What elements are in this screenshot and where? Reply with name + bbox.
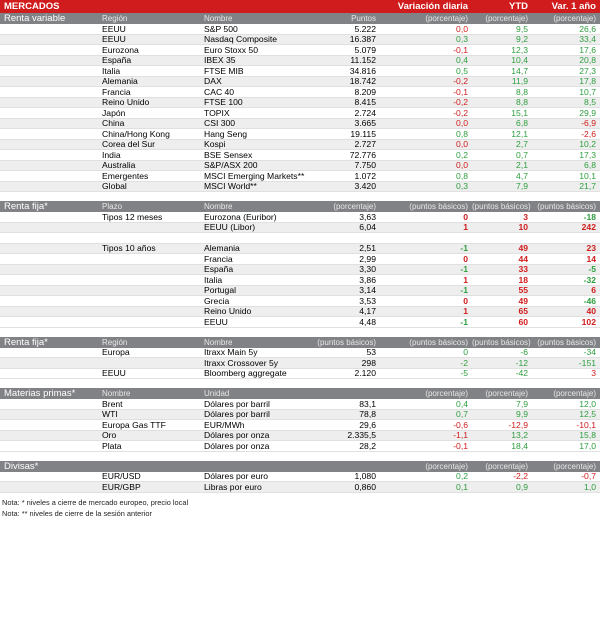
row-daily-cell: 0,0 [456, 23, 468, 34]
row-region-cell: Japón [102, 107, 126, 118]
row-year-cell: 17,3 [579, 149, 596, 160]
row-year-cell: 17,6 [579, 44, 596, 55]
row-value-cell: 4,17 [359, 306, 376, 317]
table-row [0, 296, 600, 307]
row-year-cell: -151 [578, 357, 596, 368]
col-ytd-header: YTD [509, 1, 528, 12]
row-value-cell: 78,8 [359, 409, 376, 420]
row-value-cell: 3,63 [359, 211, 376, 222]
row-index-name-cell: MSCI Emerging Markets** [204, 170, 305, 181]
table-row [0, 24, 600, 35]
row-daily-cell: 0 [463, 211, 468, 222]
row-year-cell: -5 [588, 264, 596, 275]
row-ytd-cell: 0,7 [516, 149, 528, 160]
table-row [0, 307, 600, 318]
row-ytd-cell: 14,7 [511, 65, 528, 76]
table-row [0, 286, 600, 297]
table-row [0, 66, 600, 77]
row-ytd-cell: 0,9 [516, 481, 528, 492]
section-body-renta-fija [0, 212, 600, 328]
row-unit-cell: Dólares por barril [204, 409, 270, 420]
row-name-cell: Reino Unido [204, 306, 252, 317]
row-index-name-cell: Euro Stoxx 50 [204, 44, 258, 55]
row-year-cell: 1,0 [584, 481, 596, 492]
row-unit-cell: Dólares por barril [204, 398, 270, 409]
row-value-cell: 2,51 [359, 243, 376, 254]
row-value-cell: 3,53 [359, 295, 376, 306]
row-unit-cell: Dólares por euro [204, 471, 269, 482]
section-header-renta-variable [0, 13, 600, 24]
col-label-year: (porcentaje) [553, 14, 596, 23]
row-ytd-cell: 8,8 [516, 97, 528, 108]
row-daily-cell: -0,2 [453, 107, 468, 118]
row-ytd-cell: 18,4 [511, 440, 528, 451]
row-ytd-cell: 12,3 [511, 44, 528, 55]
footnotes [0, 497, 600, 519]
row-ytd-cell: 9,9 [516, 409, 528, 420]
row-points-cell: 8.209 [354, 86, 376, 97]
row-year-cell: 27,3 [579, 65, 596, 76]
row-index-name-cell: FTSE MIB [204, 65, 244, 76]
table-row [0, 317, 600, 328]
col-daily-header: Variación diaria [397, 1, 468, 12]
row-ytd-cell: 60 [518, 316, 528, 327]
row-year-cell: 12,5 [579, 409, 596, 420]
row-year-cell: 29,9 [579, 107, 596, 118]
row-region-cell: Italia [102, 65, 121, 76]
row-year-cell: 8,5 [584, 97, 596, 108]
row-ytd-cell: -42 [515, 368, 528, 379]
row-region-cell: España [102, 55, 132, 66]
row-ytd-cell: 65 [518, 306, 528, 317]
col-label-year: (puntos básicos) [537, 202, 596, 211]
row-index-name-cell: Hang Seng [204, 128, 248, 139]
row-daily-cell: 0,8 [456, 128, 468, 139]
row-daily-cell: -0,1 [453, 440, 468, 451]
row-pair-cell: EUR/GBP [102, 481, 141, 492]
row-daily-cell: 0,4 [456, 398, 468, 409]
section-header-renta-fija [0, 201, 600, 212]
row-index-name-cell: Kospi [204, 139, 226, 150]
row-value-cell: 3,86 [359, 274, 376, 285]
row-region-cell: China/Hong Kong [102, 128, 170, 139]
row-ytd-cell: 6,8 [516, 118, 528, 129]
table-row [0, 140, 600, 151]
row-region-cell: EEUU [102, 368, 126, 379]
col-label-region: Región [102, 14, 128, 23]
row-name-cell: Itraxx Main 5y [204, 347, 258, 358]
table-row [0, 182, 600, 193]
row-year-cell: 12,0 [579, 398, 596, 409]
row-ytd-cell: -12 [515, 357, 528, 368]
section-title: Divisas* [4, 460, 39, 472]
row-daily-cell: 0,2 [456, 149, 468, 160]
row-daily-cell: -5 [460, 368, 468, 379]
row-daily-cell: 1 [463, 222, 468, 233]
table-row [0, 410, 600, 421]
row-ytd-cell: 2,7 [516, 139, 528, 150]
row-ytd-cell: 55 [518, 285, 528, 296]
table-row [0, 420, 600, 431]
table-row [0, 98, 600, 109]
row-points-cell: 7.750 [354, 160, 376, 171]
table-row [0, 441, 600, 452]
row-year-cell: -34 [583, 347, 596, 358]
col-label-region: Región [102, 337, 128, 347]
section-title: Materias primas* [4, 388, 76, 399]
table-row [0, 265, 600, 276]
row-ytd-cell: 49 [518, 243, 528, 254]
row-points-cell: 5.222 [354, 23, 376, 34]
row-region-cell: EEUU [102, 34, 126, 45]
row-points-cell: 16.387 [349, 34, 376, 45]
row-name-cell: Italia [204, 274, 223, 285]
row-index-name-cell: S&P 500 [204, 23, 238, 34]
row-year-cell: 10,1 [579, 170, 596, 181]
row-index-name-cell: S&P/ASX 200 [204, 160, 258, 171]
row-region-cell: Corea del Sur [102, 139, 156, 150]
row-unit-cell: Libras por euro [204, 481, 262, 492]
col-label-daily: (porcentaje) [425, 389, 468, 398]
row-year-cell: 6,8 [584, 160, 596, 171]
row-year-cell: 10,7 [579, 86, 596, 97]
row-name-cell: Itraxx Crossover 5y [204, 357, 279, 368]
table-row [0, 358, 600, 369]
row-year-cell: -2,6 [581, 128, 596, 139]
row-year-cell: 26,6 [579, 23, 596, 34]
row-daily-cell: 0 [463, 347, 468, 358]
row-ytd-cell: 3 [523, 211, 528, 222]
row-daily-cell: 1 [463, 274, 468, 285]
row-commodity-cell: Europa Gas TTF [102, 419, 166, 430]
row-value-cell: 0,860 [354, 481, 376, 492]
row-year-cell: 15,8 [579, 430, 596, 441]
row-daily-cell: -0,6 [453, 419, 468, 430]
table-row [0, 223, 600, 234]
row-ytd-cell: 7,9 [516, 398, 528, 409]
table-row [0, 399, 600, 410]
table-row [0, 87, 600, 98]
table-row [0, 233, 600, 244]
row-points-cell: 3.420 [354, 181, 376, 192]
row-ytd-cell: 8,8 [516, 86, 528, 97]
row-daily-cell: 0,0 [456, 118, 468, 129]
row-value-cell: 83,1 [359, 398, 376, 409]
col-label-year: (porcentaje) [553, 461, 596, 471]
table-row [0, 108, 600, 119]
col-label-ytd: (porcentaje) [485, 14, 528, 23]
row-region-cell: Alemania [102, 76, 138, 87]
row-commodity-cell: Plata [102, 440, 122, 451]
col-label-daily: (porcentaje) [425, 14, 468, 23]
row-daily-cell: -2 [460, 357, 468, 368]
row-daily-cell: -1,1 [453, 430, 468, 441]
row-name-cell: Bloomberg aggregate [204, 368, 287, 379]
row-name-cell: EEUU (Libor) [204, 222, 256, 233]
row-points-cell: 2.727 [354, 139, 376, 150]
footnote-2: Nota: ** niveles de cierre de la sesión anterior [2, 508, 152, 518]
row-ytd-cell: 9,5 [516, 23, 528, 34]
row-year-cell: -10,1 [576, 419, 596, 430]
row-ytd-cell: 49 [518, 295, 528, 306]
row-points-cell: 3.665 [354, 118, 376, 129]
footnote-1: Nota: * niveles a cierre de mercado europeo, precio local [2, 497, 189, 507]
table-row [0, 35, 600, 46]
col-label-year: (puntos básicos) [537, 337, 596, 347]
row-value-cell: 4,48 [359, 316, 376, 327]
section-title: Renta variable [4, 13, 66, 24]
row-daily-cell: 0,2 [456, 471, 468, 482]
row-points-cell: 1.072 [354, 170, 376, 181]
row-value-cell: 53 [366, 347, 376, 358]
row-daily-cell: 0,1 [456, 481, 468, 492]
section-header-materias-primas [0, 388, 600, 399]
table-row [0, 150, 600, 161]
row-name-cell: Francia [204, 253, 233, 264]
row-year-cell: -6,9 [581, 118, 596, 129]
col-label-nombre: Nombre [204, 202, 233, 211]
row-region-cell: India [102, 149, 121, 160]
row-daily-cell: 0 [463, 295, 468, 306]
row-daily-cell: -1 [460, 316, 468, 327]
row-points-cell: 72.776 [349, 149, 376, 160]
row-daily-cell: 0 [463, 253, 468, 264]
row-ytd-cell: -6 [520, 347, 528, 358]
row-points-cell: 2.724 [354, 107, 376, 118]
row-year-cell: 14 [586, 253, 596, 264]
table-row [0, 161, 600, 172]
row-daily-cell: 0,5 [456, 65, 468, 76]
section-body-renta-fija-credito [0, 348, 600, 380]
row-region-cell: Reino Unido [102, 97, 150, 108]
table-row [0, 369, 600, 380]
row-unit-cell: EUR/MWh [204, 419, 245, 430]
row-year-cell: 20,8 [579, 55, 596, 66]
row-value-cell: 28,2 [359, 440, 376, 451]
table-row [0, 77, 600, 88]
row-value-cell: 6,04 [359, 222, 376, 233]
row-ytd-cell: 10 [518, 222, 528, 233]
row-name-cell: Portugal [204, 285, 237, 296]
row-year-cell: -0,7 [581, 471, 596, 482]
row-index-name-cell: MSCI World** [204, 181, 257, 192]
row-year-cell: 21,7 [579, 181, 596, 192]
table-row [0, 254, 600, 265]
col-label-nombre: Nombre [102, 389, 131, 398]
row-points-cell: 5.079 [354, 44, 376, 55]
row-index-name-cell: FTSE 100 [204, 97, 243, 108]
row-unit-cell: Dólares por onza [204, 430, 270, 441]
row-region-cell: Emergentes [102, 170, 149, 181]
col-label-daily: (puntos básicos) [409, 202, 468, 211]
row-value-cell: 3,14 [359, 285, 376, 296]
row-year-cell: -46 [583, 295, 596, 306]
col-label-daily: (puntos básicos) [409, 337, 468, 347]
row-year-cell: 10,2 [579, 139, 596, 150]
row-ytd-cell: 15,1 [511, 107, 528, 118]
row-points-cell: 19.115 [350, 128, 376, 139]
row-region-cell: China [102, 118, 125, 129]
row-points-cell: 11.152 [350, 55, 376, 66]
col-label-year: (porcentaje) [553, 389, 596, 398]
row-ytd-cell: 18 [518, 274, 528, 285]
row-daily-cell: -0,2 [453, 76, 468, 87]
col-label-ytd: (puntos básicos) [472, 202, 531, 211]
row-daily-cell: 0,3 [456, 181, 468, 192]
section-body-materias-primas [0, 399, 600, 452]
col-label-nombre: Nombre [204, 14, 233, 23]
table-row [0, 482, 600, 493]
row-unit-cell: Dólares por onza [204, 440, 270, 451]
row-region-cell: Australia [102, 160, 136, 171]
row-ytd-cell: 10,4 [511, 55, 528, 66]
row-year-cell: 33,4 [579, 34, 596, 45]
col-label-ytd: (puntos básicos) [472, 337, 531, 347]
row-daily-cell: -1 [460, 285, 468, 296]
col-label-puntos: Puntos [351, 14, 376, 23]
row-daily-cell: 0,0 [456, 139, 468, 150]
row-points-cell: 18.742 [349, 76, 376, 87]
row-year-cell: -32 [583, 274, 596, 285]
row-ytd-cell: 13,2 [511, 430, 528, 441]
row-points-cell: 8.415 [354, 97, 376, 108]
section-body-divisas [0, 472, 600, 493]
row-year-cell: 3 [591, 368, 596, 379]
row-daily-cell: -1 [460, 264, 468, 275]
col-label-nombre: Nombre [204, 337, 233, 347]
row-daily-cell: -1 [460, 243, 468, 254]
row-name-cell: Alemania [204, 243, 240, 254]
col-label-ytd: (porcentaje) [485, 461, 528, 471]
row-region-cell: EEUU [102, 23, 126, 34]
row-daily-cell: -0,1 [453, 86, 468, 97]
row-daily-cell: -0,2 [453, 97, 468, 108]
row-ytd-cell: 9,2 [516, 34, 528, 45]
row-value-cell: 1,080 [354, 471, 376, 482]
row-region-cell: Europa [102, 347, 130, 358]
row-ytd-cell: 33 [518, 264, 528, 275]
row-commodity-cell: WTI [102, 409, 118, 420]
row-ytd-cell: 7,9 [516, 181, 528, 192]
row-daily-cell: 0,7 [456, 409, 468, 420]
table-row [0, 129, 600, 140]
table-row [0, 56, 600, 67]
col-label-value: (porcentaje) [333, 202, 376, 211]
row-value-cell: 3,30 [359, 264, 376, 275]
row-ytd-cell: -12,9 [508, 419, 528, 430]
row-index-name-cell: TOPIX [204, 107, 230, 118]
row-daily-cell: 0,3 [456, 34, 468, 45]
row-pair-cell: EUR/USD [102, 471, 141, 482]
section-title: Renta fija* [4, 201, 48, 212]
row-daily-cell: -0,1 [453, 44, 468, 55]
row-index-name-cell: CSI 300 [204, 118, 236, 129]
table-row [0, 275, 600, 286]
section-title: Renta fija* [4, 336, 48, 348]
row-index-name-cell: CAC 40 [204, 86, 235, 97]
row-commodity-cell: Brent [102, 398, 123, 409]
row-year-cell: 23 [586, 243, 596, 254]
row-daily-cell: 0,8 [456, 170, 468, 181]
row-year-cell: 6 [591, 285, 596, 296]
row-name-cell: Grecia [204, 295, 230, 306]
table-title: MERCADOS [4, 1, 60, 12]
section-header-renta-fija-credito [0, 337, 600, 348]
table-row [0, 119, 600, 130]
row-index-name-cell: BSE Sensex [204, 149, 253, 160]
row-year-cell: 242 [581, 222, 596, 233]
row-region-cell: Eurozona [102, 44, 139, 55]
row-daily-cell: 0,4 [456, 55, 468, 66]
row-ytd-cell: -2,2 [513, 471, 528, 482]
section-body-renta-variable [0, 24, 600, 192]
row-region-cell: Francia [102, 86, 131, 97]
row-ytd-cell: 2,1 [516, 160, 528, 171]
row-value-cell: 29,6 [359, 419, 376, 430]
col-label-ytd: (porcentaje) [485, 389, 528, 398]
section-header-divisas [0, 461, 600, 472]
row-points-cell: 34.816 [349, 65, 376, 76]
row-value-cell: 298 [361, 357, 376, 368]
row-commodity-cell: Oro [102, 430, 117, 441]
row-value-cell: 2.120 [354, 368, 376, 379]
table-row [0, 472, 600, 483]
table-row [0, 45, 600, 56]
row-year-cell: 102 [581, 316, 596, 327]
table-row [0, 244, 600, 255]
row-ytd-cell: 11,9 [511, 76, 528, 87]
table-row [0, 171, 600, 182]
row-name-cell: EEUU [204, 316, 228, 327]
row-year-cell: -18 [583, 211, 596, 222]
row-year-cell: 17,0 [579, 440, 596, 451]
table-header [0, 0, 600, 13]
row-ytd-cell: 44 [518, 253, 528, 264]
row-value-cell: 2,99 [359, 253, 376, 264]
row-term-cell: Tipos 10 años [102, 243, 156, 254]
col-label-daily: (porcentaje) [425, 461, 468, 471]
row-index-name-cell: DAX [204, 76, 222, 87]
col-label-plazo: Plazo [102, 202, 123, 211]
row-ytd-cell: 12,1 [511, 128, 528, 139]
row-name-cell: Eurozona (Euribor) [204, 211, 277, 222]
table-row [0, 431, 600, 442]
table-row [0, 212, 600, 223]
row-value-cell: 2.335,5 [347, 430, 376, 441]
col-label-unidad: Unidad [204, 389, 230, 398]
row-index-name-cell: Nasdaq Composite [204, 34, 278, 45]
table-row [0, 348, 600, 359]
row-region-cell: Global [102, 181, 127, 192]
row-name-cell: España [204, 264, 234, 275]
row-year-cell: 40 [586, 306, 596, 317]
row-daily-cell: 1 [463, 306, 468, 317]
row-term-cell: Tipos 12 meses [102, 211, 163, 222]
col-year-header: Var. 1 año [551, 1, 596, 12]
row-year-cell: 17,8 [579, 76, 596, 87]
row-daily-cell: 0,0 [456, 160, 468, 171]
row-index-name-cell: IBEX 35 [204, 55, 236, 66]
row-ytd-cell: 4,7 [516, 170, 528, 181]
col-label-value: (puntos básicos) [317, 337, 376, 347]
